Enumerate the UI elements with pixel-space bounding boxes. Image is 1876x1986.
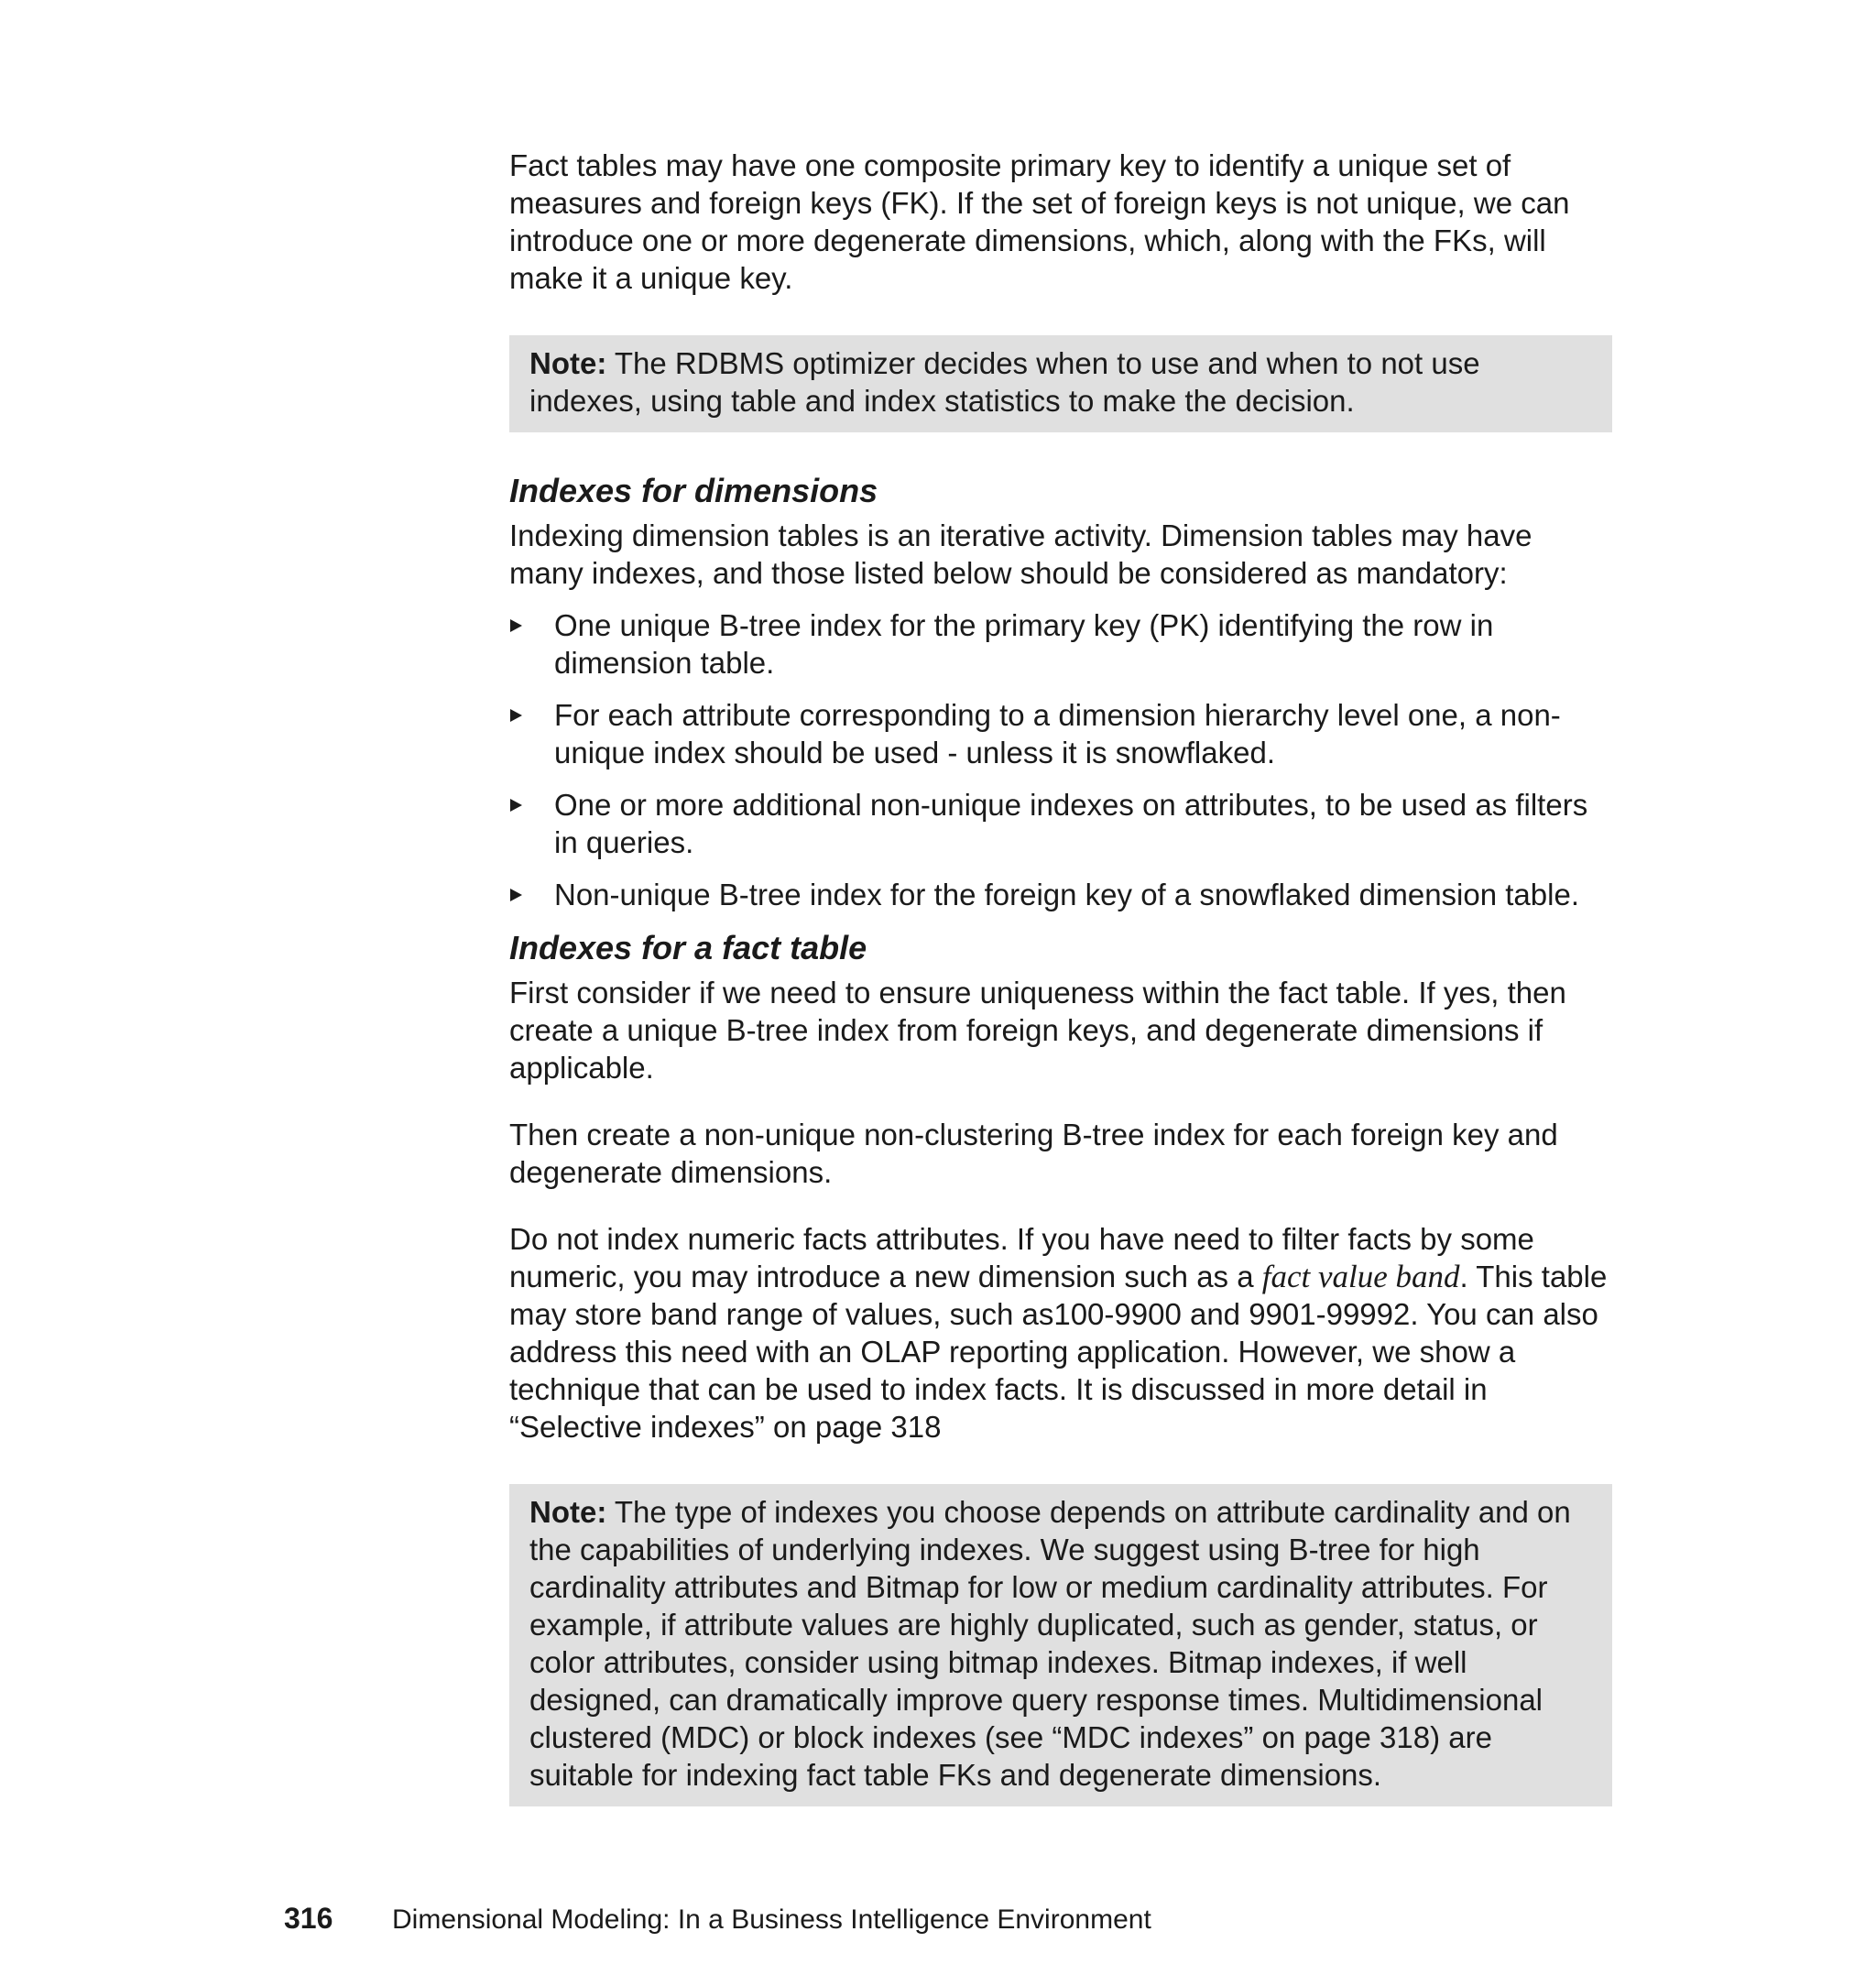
fact-paragraph-numeric-part1: Do not index numeric facts attributes. If you have need to filter facts by some numeric, you may introduce a new dimension such as a <box>509 1222 1534 1293</box>
fact-paragraph-uniqueness: First consider if we need to ensure uniqueness within the fact table. If yes, then create a unique B-tree index from foreign keys, and degenerate dimensions if applicable. <box>509 976 1566 1085</box>
page-content <box>509 147 1612 1806</box>
triangle-bullet-icon <box>510 889 522 901</box>
book-title: Dimensional Modeling: In a Business Intelligence Environment <box>392 1904 1151 1935</box>
list-item-text: Non-unique B-tree index for the foreign key of a snowflaked dimension table. <box>554 878 1579 911</box>
page-footer <box>284 1902 1151 1937</box>
note-text: The type of indexes you choose depends on attribute cardinality and on the capabilities of underlying indexes. We suggest using B-tree for high cardinality attributes and Bitmap for low or medium cardinality attributes. For example, if attribute values are highly duplicated, such as gender, status, or color attributes, consider using bitmap indexes. Bitmap indexes, if well designed, can dramatically improve query response times. Multidimensional clustered (MDC) or block indexes (see “MDC indexes” on page 318) are suitable for indexing fact table FKs and degenerate dimensions. <box>529 1495 1571 1792</box>
note-box-optimizer <box>509 335 1612 432</box>
fact-value-band-emphasis: fact value band <box>1261 1259 1460 1294</box>
dimensions-intro-paragraph: Indexing dimension tables is an iterative activity. Dimension tables may have many indexes, and those listed below should be considered as mandatory: <box>509 518 1532 590</box>
triangle-bullet-icon <box>510 799 522 812</box>
list-item <box>509 786 1612 861</box>
note-text: The RDBMS optimizer decides when to use and when to not use indexes, using table and index statistics to make the decision. <box>529 346 1480 418</box>
note-label: Note: <box>529 1495 607 1529</box>
heading-indexes-for-fact-table: Indexes for a fact table <box>509 929 867 966</box>
list-item <box>509 606 1612 682</box>
fact-paragraph-non-unique: Then create a non-unique non-clustering B-tree index for each foreign key and degenerate dimensions. <box>509 1118 1558 1189</box>
list-item <box>509 696 1612 771</box>
triangle-bullet-icon <box>510 619 522 632</box>
note-box-index-types <box>509 1484 1612 1806</box>
fact-paragraph-numeric <box>509 1220 1612 1446</box>
list-item-text: One unique B-tree index for the primary key (PK) identifying the row in dimension table. <box>554 608 1494 680</box>
list-item-text: For each attribute corresponding to a dimension hierarchy level one, a non-unique index should be used - unless it is snowflaked. <box>554 698 1561 769</box>
heading-indexes-for-dimensions: Indexes for dimensions <box>509 472 878 509</box>
dimension-index-list <box>509 606 1612 913</box>
list-item-text: One or more additional non-unique indexes on attributes, to be used as filters in queries. <box>554 788 1588 859</box>
note-label: Note: <box>529 346 607 380</box>
fact-paragraph-numeric-part2: . This table may store band range of values, such as100-9900 and 9901-99992. You can also address this need with an OLAP reporting application. However, we show a technique that can be used to index facts. It is discussed in more detail in “Selective indexes” on page 318 <box>509 1260 1608 1444</box>
list-item <box>509 876 1612 913</box>
intro-paragraph: Fact tables may have one composite primary key to identify a unique set of measures and foreign keys (FK). If the set of foreign keys is not unique, we can introduce one or more degenerate dimensions, which, along with the FKs, will make it a unique key. <box>509 148 1570 295</box>
page-number: 316 <box>284 1902 333 1935</box>
triangle-bullet-icon <box>510 709 522 722</box>
